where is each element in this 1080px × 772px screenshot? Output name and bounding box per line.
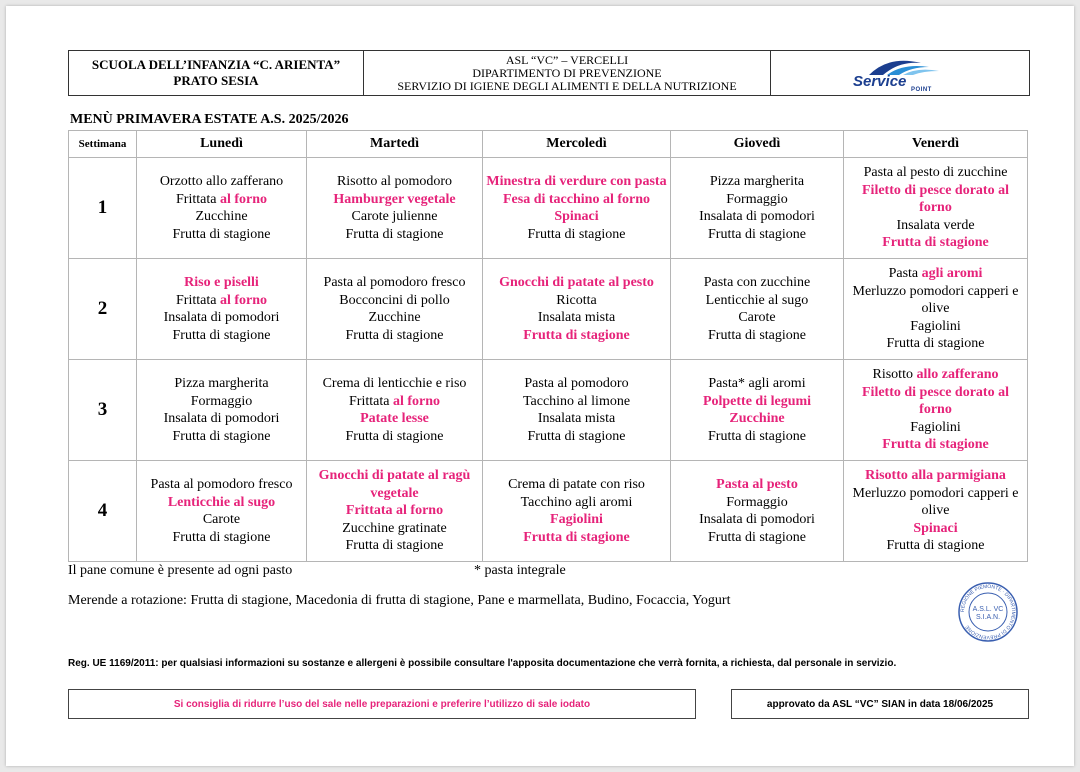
dish-line [137, 476, 306, 494]
menu-cell [671, 158, 844, 259]
dish-text: Zucchine [368, 310, 421, 325]
school-box [69, 51, 364, 95]
dish-text-highlighted: Spinaci [913, 520, 958, 536]
week-column-header: Settimana [69, 131, 137, 158]
dish-line [483, 208, 670, 226]
bread-note: Il pane comune è presente ad ogni pasto [68, 563, 293, 578]
dish-text: Risotto [872, 367, 917, 383]
menu-cell [307, 461, 483, 562]
dish-line [307, 428, 482, 446]
dish-line [483, 529, 670, 547]
dish-line [844, 419, 1027, 437]
salt-advice-box: Si consiglia di ridurre l’uso del sale nelle preparazioni e preferire l’utilizzo di sale iodato [68, 689, 696, 719]
dish-line [844, 283, 1027, 318]
dish-line [307, 173, 482, 191]
svg-text:S.I.A.N.: S.I.A.N. [975, 614, 1001, 621]
dish-text: Carote [738, 310, 776, 325]
logo-word: Service [853, 73, 907, 90]
dish-text-highlighted: Patate lesse [360, 411, 429, 426]
dish-line [844, 520, 1027, 538]
dish-line [483, 309, 670, 327]
dish-line [137, 327, 306, 345]
dish-line [844, 318, 1027, 336]
dish-line [671, 309, 843, 327]
dish-line [483, 375, 670, 393]
menu-cell [483, 461, 671, 562]
week-row [69, 461, 1028, 562]
dish-text: Frutta di stagione [345, 538, 444, 554]
dish-text: Pizza margherita [174, 376, 269, 391]
dish-text: Frutta di stagione [708, 529, 806, 545]
week-number: 1 [69, 158, 137, 259]
dish-text: Bocconcini di pollo [339, 292, 450, 308]
dish-text: Tacchino al limone [522, 393, 631, 409]
dish-text-highlighted: Fagiolini [550, 512, 603, 527]
dish-text-highlighted: Gnocchi di patate al ragù vegetale [318, 468, 471, 501]
dish-line [483, 511, 670, 529]
menu-table-body [69, 158, 1028, 562]
dish-line [844, 537, 1027, 555]
service-point-logo [845, 53, 955, 93]
dish-text: Pasta al pomodoro fresco [323, 275, 466, 290]
asl-box [364, 51, 771, 95]
dish-line [671, 173, 843, 191]
dish-text-highlighted: Frutta di stagione [882, 437, 989, 453]
dish-line [137, 309, 306, 327]
dish-line [844, 384, 1027, 419]
dish-line [307, 274, 482, 292]
dish-line [671, 226, 843, 244]
dish-text-highlighted: Polpette di legumi [702, 393, 812, 409]
dish-text: Pasta* agli aromi [708, 376, 806, 391]
dish-line [137, 292, 306, 310]
dish-line [307, 292, 482, 310]
menu-cell [137, 461, 307, 562]
dish-text: Carote julienne [351, 209, 438, 224]
dish-line [137, 226, 306, 244]
dish-text: Pasta [888, 266, 922, 282]
week-row [69, 158, 1028, 259]
dish-text: Insalata mista [537, 310, 616, 325]
asl-department: DIPARTIMENTO DI PREVENZIONE [472, 65, 662, 80]
dish-text: Frutta di stagione [172, 428, 271, 444]
menu-cell [671, 360, 844, 461]
dish-text: Frittata [176, 292, 220, 308]
regulation-note: Reg. UE 1169/2011: per qualsiasi informazioni su sostanze e allergeni è possibile consultare l'apposita documentazione che verrà fornita, a richiesta, dal personale in servizio. [68, 658, 897, 669]
dish-text-highlighted: Risotto alla parmigiana [865, 468, 1006, 484]
dish-text: Frutta di stagione [527, 226, 626, 242]
dish-line [844, 182, 1027, 217]
dish-line [137, 410, 306, 428]
menu-title: MENÙ PRIMAVERA ESTATE A.S. 2025/2026 [70, 112, 349, 127]
menu-cell [671, 259, 844, 360]
dish-text: Frutta di stagione [172, 529, 271, 545]
menu-cell [307, 158, 483, 259]
dish-text: Frutta di stagione [527, 428, 626, 444]
dish-line [844, 467, 1027, 485]
dish-line [137, 375, 306, 393]
dish-text: Crema di patate con riso [508, 477, 645, 492]
dish-text: Frutta di stagione [172, 327, 271, 343]
dish-line [483, 494, 670, 512]
dish-text: Frutta di stagione [886, 336, 985, 352]
dish-text: Frutta di stagione [708, 428, 806, 444]
dish-line [137, 529, 306, 547]
logo-box [771, 51, 1029, 95]
dish-line [671, 476, 843, 494]
dish-text: Frutta di stagione [708, 226, 806, 242]
dish-line [671, 375, 843, 393]
dish-line [671, 292, 843, 310]
svg-text:A.S.L. VC: A.S.L. VC [972, 606, 1004, 613]
menu-cell [483, 158, 671, 259]
dish-text-highlighted: Filetto di pesce dorato al forno [862, 384, 1009, 418]
dish-text: Pasta al pomodoro [524, 376, 629, 391]
dish-text: Risotto al pomodoro [336, 174, 453, 189]
dish-line [483, 292, 670, 310]
dish-text-highlighted: al forno [392, 393, 440, 409]
dish-text: Frutta di stagione [886, 538, 985, 554]
dish-text-highlighted: Zucchine [729, 411, 785, 426]
dish-line [844, 436, 1027, 454]
dish-line [844, 485, 1027, 520]
dish-text-highlighted: al forno [219, 292, 267, 308]
dish-text: Zucchine gratinate [342, 520, 447, 536]
dish-line [307, 375, 482, 393]
dish-text-highlighted: allo zafferano [916, 367, 999, 383]
dish-line [671, 410, 843, 428]
menu-cell [137, 158, 307, 259]
dish-line [307, 226, 482, 244]
dish-text: Insalata di pomodori [163, 411, 280, 426]
menu-table [68, 130, 1028, 562]
dish-line [483, 393, 670, 411]
dish-line [483, 410, 670, 428]
dish-line [671, 393, 843, 411]
dish-text-highlighted: Fesa di tacchino al forno [503, 191, 650, 207]
dish-text-highlighted: Frittata al forno [345, 503, 444, 519]
dish-text: Formaggio [726, 191, 788, 207]
dish-line [671, 511, 843, 529]
dish-text-highlighted: Riso e piselli [184, 275, 259, 290]
dish-line [844, 164, 1027, 182]
week-number: 4 [69, 461, 137, 562]
day-header: Martedì [307, 131, 483, 158]
dish-text: Insalata verde [896, 217, 975, 233]
dish-text: Ricotta [556, 292, 597, 308]
dish-text: Insalata di pomodori [163, 310, 280, 325]
menu-cell [483, 259, 671, 360]
dish-text: Formaggio [726, 494, 788, 510]
dish-line [844, 335, 1027, 353]
dish-line [137, 494, 306, 512]
dish-text-highlighted: Frutta di stagione [523, 529, 630, 545]
dish-line [307, 393, 482, 411]
dish-text: Frutta di stagione [345, 226, 444, 242]
dish-text: Frutta di stagione [345, 428, 444, 444]
dish-line [137, 173, 306, 191]
dish-line [671, 274, 843, 292]
dish-text: Pasta al pesto di zucchine [863, 165, 1008, 181]
dish-text: Merluzzo pomodori capperi e olive [852, 283, 1019, 317]
document-header [68, 50, 1030, 96]
dish-text: Frutta di stagione [708, 327, 806, 343]
dish-text: Zucchine [195, 209, 248, 224]
day-header: Venerdì [844, 131, 1028, 158]
dish-line [307, 520, 482, 538]
day-header: Giovedì [671, 131, 844, 158]
dish-text: Pizza margherita [709, 174, 805, 189]
table-header-row [69, 131, 1028, 158]
dish-line [137, 511, 306, 529]
dish-line [483, 173, 670, 191]
dish-line [483, 191, 670, 209]
dish-line [307, 327, 482, 345]
asl-name: ASL “VC” – VERCELLI [505, 52, 629, 67]
dish-line [844, 366, 1027, 384]
week-number: 3 [69, 360, 137, 461]
school-name: SCUOLA DELL’INFANZIA “C. ARIENTA” [91, 57, 341, 72]
dish-text-highlighted: Lenticchie al sugo [167, 494, 276, 510]
dish-line [671, 529, 843, 547]
dish-text: Orzotto allo zafferano [159, 174, 284, 189]
dish-line [483, 274, 670, 292]
approval-box: approvato da ASL “VC” SIAN in data 18/06/2025 [731, 689, 1029, 719]
dish-text-highlighted: Spinaci [554, 209, 599, 224]
dish-text: Insalata di pomodori [699, 512, 815, 527]
dish-text-highlighted: Hamburger vegetale [333, 191, 456, 207]
dish-text-highlighted: Pasta al pesto [716, 477, 798, 492]
dish-line [137, 274, 306, 292]
menu-cell [844, 360, 1028, 461]
logo-sub: POINT [911, 87, 932, 93]
dish-text-highlighted: Frutta di stagione [882, 235, 989, 251]
menu-cell [844, 461, 1028, 562]
dish-text: Carote [202, 512, 241, 527]
dish-line [483, 428, 670, 446]
dish-text: Fagiolini [910, 318, 961, 334]
dish-line [307, 502, 482, 520]
week-row [69, 360, 1028, 461]
menu-cell [844, 259, 1028, 360]
menu-cell [671, 461, 844, 562]
dish-line [307, 537, 482, 555]
asl-service: SERVIZIO DI IGIENE DEGLI ALIMENTI E DELLA NUTRIZIONE [397, 78, 737, 93]
dish-text: Pasta al pomodoro fresco [150, 477, 293, 492]
menu-cell [307, 259, 483, 360]
dish-line [671, 428, 843, 446]
dish-line [483, 476, 670, 494]
asl-stamp [957, 581, 1019, 643]
dish-text-highlighted: Minestra di verdure con pasta [486, 174, 667, 189]
snacks-note: Merende a rotazione: Frutta di stagione, Macedonia di frutta di stagione, Pane e marmellata, Budino, Focaccia, Yogurt [68, 593, 731, 608]
dish-line [844, 217, 1027, 235]
dish-line [671, 494, 843, 512]
week-row [69, 259, 1028, 360]
dish-text: Tacchino agli aromi [520, 494, 633, 510]
dish-text: Insalata mista [537, 411, 616, 426]
dish-line [307, 191, 482, 209]
dish-text: Fagiolini [910, 419, 961, 435]
menu-cell [483, 360, 671, 461]
week-number: 2 [69, 259, 137, 360]
dish-text-highlighted: al forno [219, 191, 267, 207]
dish-line [137, 208, 306, 226]
dish-line [671, 327, 843, 345]
dish-text: Frittata [176, 191, 220, 207]
dish-line [483, 226, 670, 244]
dish-text-highlighted: Filetto di pesce dorato al forno [862, 182, 1009, 216]
menu-cell [307, 360, 483, 461]
dish-text: Formaggio [190, 393, 253, 409]
dish-text-highlighted: agli aromi [921, 266, 983, 282]
dish-text: Merluzzo pomodori capperi e olive [852, 485, 1019, 519]
dish-line [844, 265, 1027, 283]
dish-text-highlighted: Gnocchi di patate al pesto [499, 275, 654, 290]
dish-line [307, 309, 482, 327]
dish-line [137, 191, 306, 209]
dish-line [307, 467, 482, 502]
school-town: PRATO SESIA [173, 73, 259, 88]
dish-line [307, 410, 482, 428]
dish-text: Lenticchie al sugo [705, 292, 809, 308]
svg-text:REGIONE PIEMONTE · DIPARTIMENT: REGIONE PIEMONTE · DIPARTIMENTO DI PREVENZIONE [959, 583, 1017, 641]
menu-cell [137, 259, 307, 360]
dish-text: Frutta di stagione [172, 226, 271, 242]
dish-line [671, 191, 843, 209]
dish-text: Frutta di stagione [345, 327, 444, 343]
menu-cell [137, 360, 307, 461]
dish-text-highlighted: Frutta di stagione [523, 327, 630, 343]
dish-line [137, 393, 306, 411]
dish-line [137, 428, 306, 446]
integral-note: * pasta integrale [474, 563, 566, 578]
dish-text: Crema di lenticchie e riso [322, 376, 467, 391]
dish-line [307, 208, 482, 226]
dish-text: Insalata di pomodori [699, 209, 815, 224]
dish-line [844, 234, 1027, 252]
dish-line [483, 327, 670, 345]
day-header: Mercoledì [483, 131, 671, 158]
day-header: Lunedì [137, 131, 307, 158]
dish-text: Pasta con zucchine [703, 275, 811, 290]
dish-line [671, 208, 843, 226]
menu-document [6, 6, 1074, 766]
dish-text: Frittata [349, 393, 393, 409]
menu-cell [844, 158, 1028, 259]
